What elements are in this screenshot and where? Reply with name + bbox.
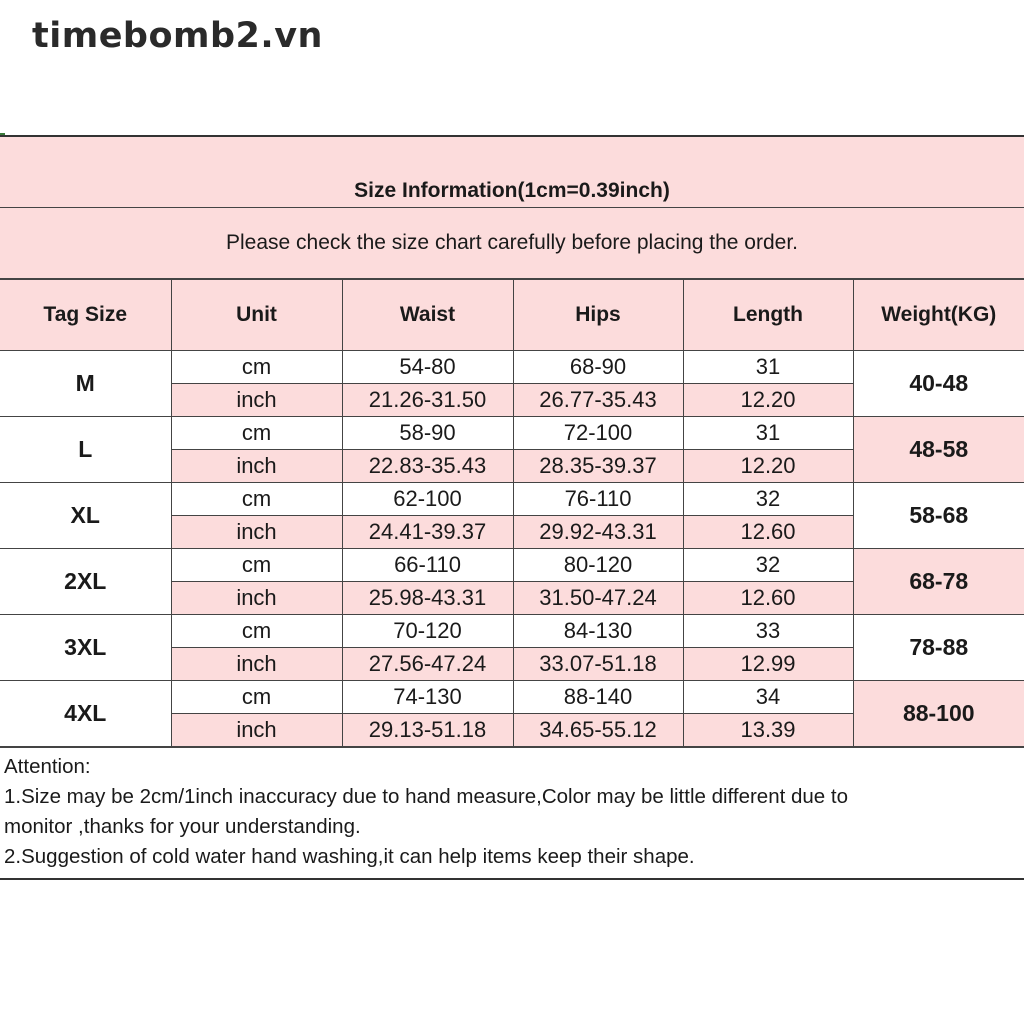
weight-cell: 68-78 [853,549,1024,615]
unit-inch-cell: inch [171,384,342,417]
length-inch-cell: 12.20 [683,384,853,417]
length-inch-cell: 12.60 [683,582,853,615]
tag-size-cell: L [0,417,171,483]
header-waist: Waist [342,280,513,351]
attention-notes [0,747,1024,878]
length-cm-cell: 31 [683,417,853,450]
size-chart [0,135,1024,880]
length-inch-cell: 13.39 [683,714,853,747]
waist-cm-cell: 66-110 [342,549,513,582]
length-cm-cell: 32 [683,483,853,516]
hips-cm-cell: 84-130 [513,615,683,648]
attention-line: monitor ,thanks for your understanding. [4,815,361,838]
header-unit: Unit [171,280,342,351]
unit-cm-cell: cm [171,681,342,714]
length-cm-cell: 31 [683,351,853,384]
hips-inch-cell: 26.77-35.43 [513,384,683,417]
table-row [0,615,1024,648]
waist-inch-cell: 27.56-47.24 [342,648,513,681]
table-row [0,483,1024,516]
size-chart-title: Size Information(1cm=0.39inch) [0,137,1024,208]
waist-inch-cell: 21.26-31.50 [342,384,513,417]
attention-heading: Attention: [4,755,91,778]
header-weight: Weight(KG) [853,280,1024,351]
length-inch-cell: 12.60 [683,516,853,549]
header-length: Length [683,280,853,351]
waist-inch-cell: 22.83-35.43 [342,450,513,483]
tag-size-cell: XL [0,483,171,549]
waist-inch-cell: 25.98-43.31 [342,582,513,615]
hips-inch-cell: 31.50-47.24 [513,582,683,615]
watermark-logo: timebomb2.vn [32,16,323,56]
hips-cm-cell: 80-120 [513,549,683,582]
unit-cm-cell: cm [171,549,342,582]
length-inch-cell: 12.99 [683,648,853,681]
attention-line: 1.Size may be 2cm/1inch inaccuracy due to hand measure,Color may be little different due to [4,785,848,808]
table-row [0,549,1024,582]
weight-cell: 40-48 [853,351,1024,417]
hips-inch-cell: 29.92-43.31 [513,516,683,549]
length-cm-cell: 34 [683,681,853,714]
hips-cm-cell: 88-140 [513,681,683,714]
weight-cell: 48-58 [853,417,1024,483]
hips-cm-cell: 68-90 [513,351,683,384]
size-chart-note: Please check the size chart carefully before placing the order. [0,208,1024,279]
hips-cm-cell: 76-110 [513,483,683,516]
hips-cm-cell: 72-100 [513,417,683,450]
table-row [0,681,1024,714]
tag-size-cell: M [0,351,171,417]
unit-cm-cell: cm [171,483,342,516]
unit-inch-cell: inch [171,516,342,549]
unit-cm-cell: cm [171,417,342,450]
waist-inch-cell: 24.41-39.37 [342,516,513,549]
table-row [0,417,1024,450]
waist-cm-cell: 70-120 [342,615,513,648]
length-cm-cell: 32 [683,549,853,582]
unit-cm-cell: cm [171,351,342,384]
waist-cm-cell: 54-80 [342,351,513,384]
tag-size-cell: 3XL [0,615,171,681]
waist-inch-cell: 29.13-51.18 [342,714,513,747]
length-inch-cell: 12.20 [683,450,853,483]
hips-inch-cell: 33.07-51.18 [513,648,683,681]
table-header-row [0,280,1024,351]
unit-inch-cell: inch [171,648,342,681]
waist-cm-cell: 74-130 [342,681,513,714]
size-table [0,279,1024,747]
waist-cm-cell: 62-100 [342,483,513,516]
unit-inch-cell: inch [171,582,342,615]
waist-cm-cell: 58-90 [342,417,513,450]
unit-inch-cell: inch [171,450,342,483]
header-tag-size: Tag Size [0,280,171,351]
length-cm-cell: 33 [683,615,853,648]
attention-line: 2.Suggestion of cold water hand washing,it can help items keep their shape. [4,845,695,868]
hips-inch-cell: 34.65-55.12 [513,714,683,747]
table-row [0,351,1024,384]
weight-cell: 58-68 [853,483,1024,549]
hips-inch-cell: 28.35-39.37 [513,450,683,483]
weight-cell: 88-100 [853,681,1024,747]
weight-cell: 78-88 [853,615,1024,681]
header-hips: Hips [513,280,683,351]
tag-size-cell: 4XL [0,681,171,747]
unit-inch-cell: inch [171,714,342,747]
tag-size-cell: 2XL [0,549,171,615]
unit-cm-cell: cm [171,615,342,648]
